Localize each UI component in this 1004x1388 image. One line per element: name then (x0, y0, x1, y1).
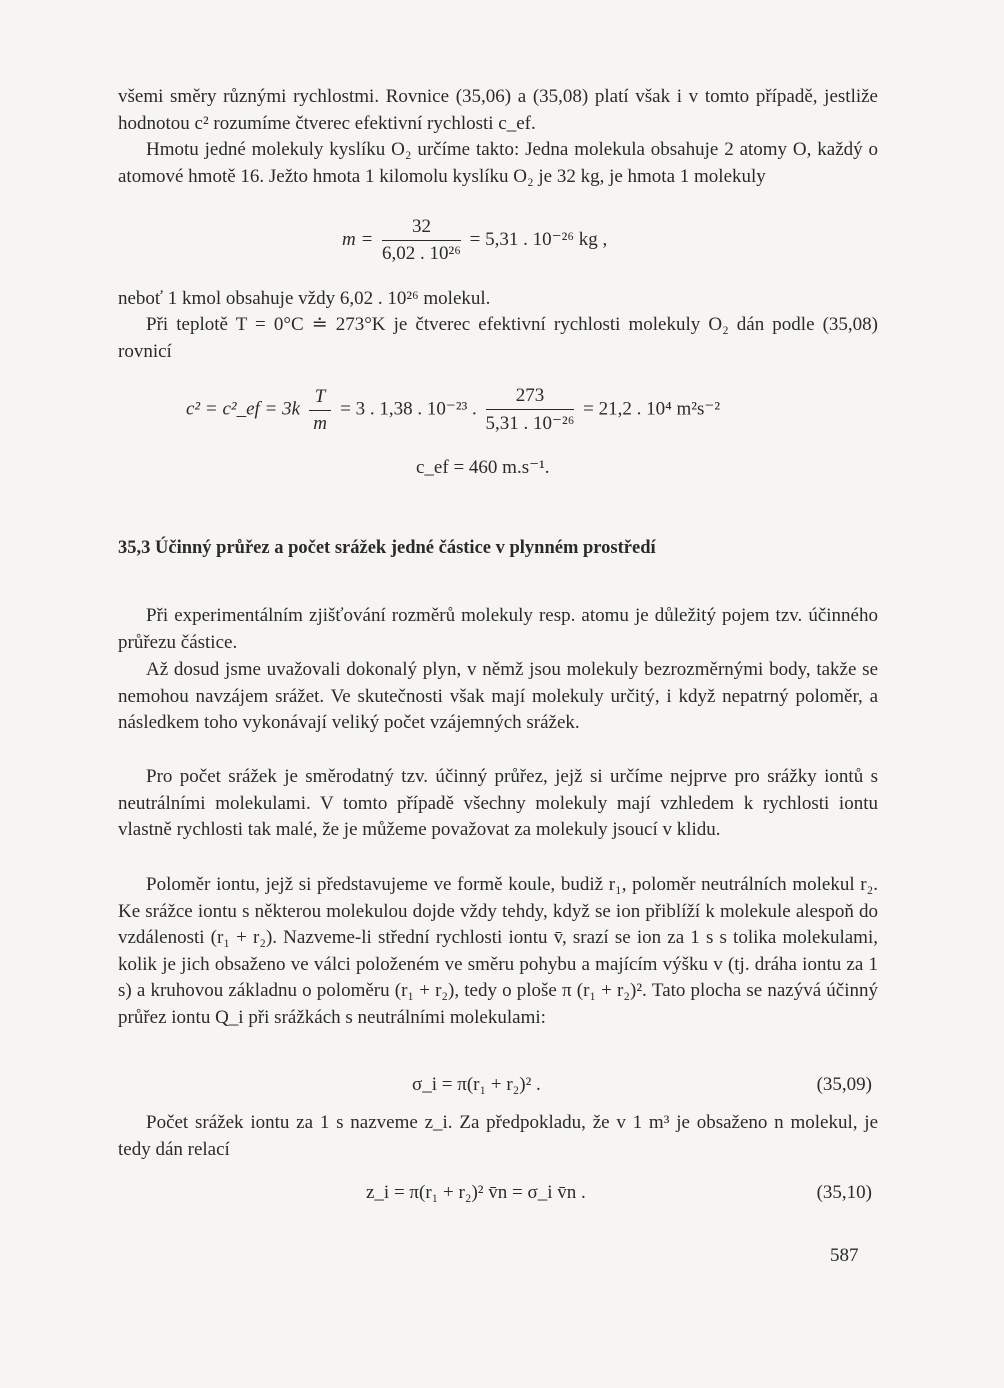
paragraph-kmol: neboť 1 kmol obsahuje vždy 6,02 . 10²⁶ molekul. (118, 288, 491, 309)
equation-sigma: σ_i = π(r₁ + r₂)² . (412, 1074, 541, 1095)
equation-number-3510: (35,10) (816, 1182, 872, 1203)
paragraph-intro: všemi směry různými rychlostmi. Rovnice (35,06) a (35,08) platí však i v tomto případě, jestliže hodnotou c² rozumíme čtverec efektivní rychlosti c_ef. (118, 86, 878, 134)
eq-csq-lhs: c² = c²_ef = 3k (186, 398, 301, 420)
eq-mass-denominator: 6,02 . 10²⁶ (382, 243, 461, 264)
eq-csq-rhs: = 21,2 . 10⁴ m²s⁻² (583, 398, 721, 420)
eq-mass-numerator: 32 (382, 216, 461, 241)
equation-mass (342, 216, 607, 265)
eq-mass-rhs: = 5,31 . 10⁻²⁶ kg , (469, 228, 608, 250)
paragraph-ion-radius: Poloměr iontu, jejž si představujeme ve formě koule, budiž r₁, poloměr neutrálních molekul r₂. Ke srážce iontu s některou molekulou dojde vždy tehdy, když se ion přiblíží k molekule alespoň do vzdálenosti (r₁ + r₂). Nazveme-li střední rychlosti iontu v̄, srazí se ion za 1 s s tolika molekulami, kolik je jich obsaženo ve válci položeném ve směru pohybu a majícím výšku v (tj. dráha iontu za 1 s) a kruhovou základnu o poloměru (r₁ + r₂), tedy o ploše π (r₁ + r₂)². Tato plocha se nazývá účinný průřez iontu Q_i při srážkách s neutrálními molekulami: (118, 874, 878, 1028)
section-heading: 35,3 Účinný průřez a počet srážek jedné částice v plynném prostředí (118, 538, 656, 558)
equation-cef: c_ef = 460 m.s⁻¹. (416, 457, 550, 478)
eq-csq-frac2-numerator: 273 (486, 385, 575, 410)
eq-csq-frac2-denominator: 5,31 . 10⁻²⁶ (485, 413, 575, 434)
paragraph-collision-count: Počet srážek iontu za 1 s nazveme z_i. Za předpokladu, že v 1 m³ je obsaženo n molekul, je tedy dán relací (118, 1112, 878, 1160)
paragraph-cross-section: Pro počet srážek je směrodatný tzv. účinný průřez, jejž si určíme nejprve pro srážky iontů s neutrálními molekulami. V tomto případě všechny molekuly mají vzhledem k rychlosti iontu vlastně rychlosti tak malé, že je můžeme považovat za molekuly jsoucí v klidu. (118, 766, 878, 840)
equation-velocity-square (186, 385, 720, 435)
paragraph-oxygen-mass: Hmotu jedné molekuly kyslíku O₂ určíme takto: Jedna molekula obsahuje 2 atomy O, každý o atomové hmotě 16. Ježto hmota 1 kilomolu kyslíku O₂ je 32 kg, je hmota 1 molekuly (118, 139, 878, 187)
eq-csq-fraction-1 (309, 386, 332, 435)
page-number: 587 (830, 1245, 859, 1266)
eq-csq-frac1-numerator: T (309, 386, 332, 411)
paragraph-ideal-gas: Až dosud jsme uvažovali dokonalý plyn, v němž jsou molekuly bezrozměrnými body, takže se nemohou navzájem srážet. Ve skutečnosti však mají molekuly určitý, i když nepatrný poloměr, a následkem toho vykonávají veliký počet vzájemných srážek. (118, 659, 878, 733)
eq-csq-fraction-2 (486, 385, 575, 435)
equation-number-3509: (35,09) (816, 1074, 872, 1095)
paragraph-temperature: Při teplotě T = 0°C ≐ 273°K je čtverec efektivní rychlosti molekuly O₂ dán podle (35,08) rovnicí (118, 314, 878, 362)
eq-csq-frac1-denominator: m (313, 412, 327, 434)
eq-mass-fraction (382, 216, 461, 265)
eq-mass-lhs: m = (342, 228, 374, 250)
paragraph-experimental: Při experimentálním zjišťování rozměrů molekuly resp. atomu je důležitý pojem tzv. účinného průřezu částice. (118, 605, 878, 653)
eq-csq-middle: = 3 . 1,38 . 10⁻²³ . (340, 398, 477, 420)
equation-zi: z_i = π(r₁ + r₂)² v̄n = σ_i v̄n . (366, 1182, 586, 1203)
